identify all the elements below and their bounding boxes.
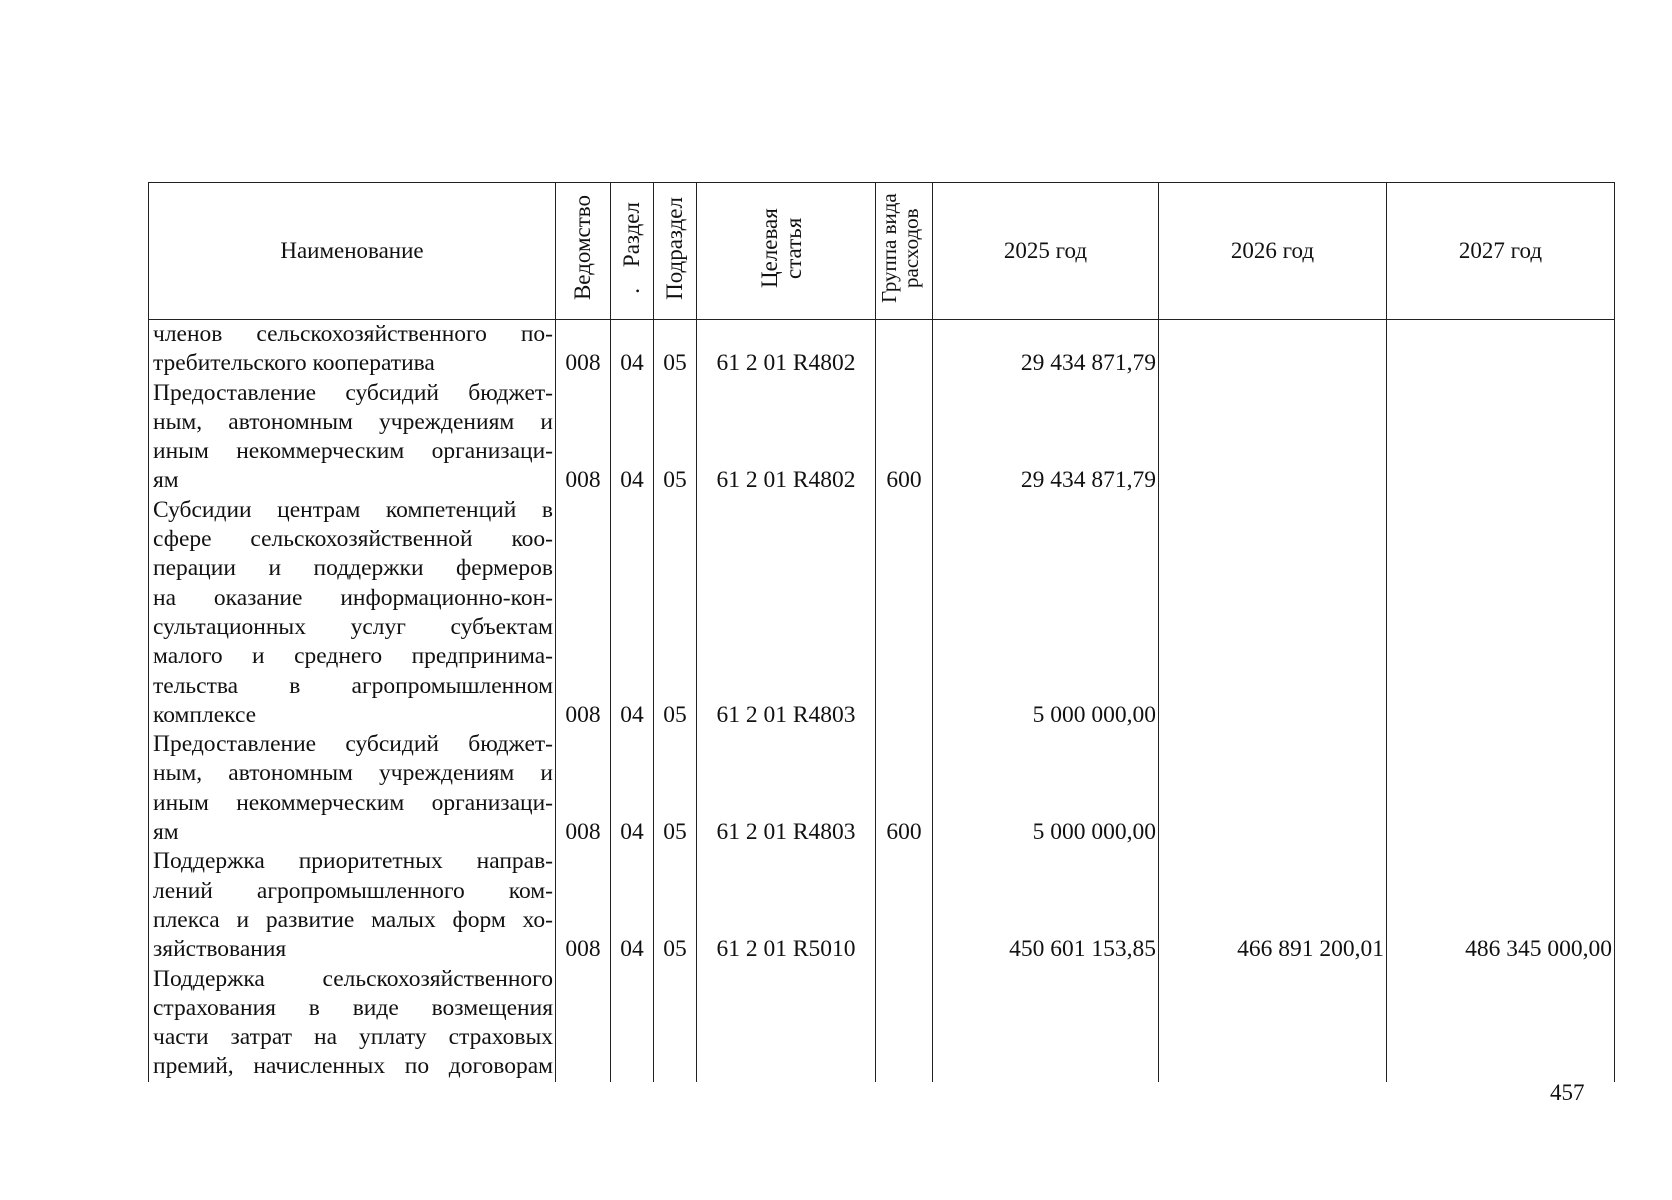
row-celevaya-statya: 61 2 01 R4803 [697,496,876,730]
row-razdel: 04 [611,496,654,730]
header-name: Наименование [149,183,556,320]
row-name-line: премий, начисленных по договорам [153,1053,553,1080]
row-sum-2026 [1159,379,1387,496]
row-vedomstvo: 008 [556,320,611,379]
header-celevaya-statya [697,183,876,320]
row-sum-2025: 5 000 000,00 [933,730,1159,847]
row-vedomstvo: 008 [556,496,611,730]
header-gruppa-text: Группа вида расходов [877,193,923,303]
row-celevaya-statya: 61 2 01 R5010 [697,847,876,964]
row-name-line: на оказание информационно-кон- [153,584,553,611]
row-name-line: ным, автономным учреждениям и [153,408,553,435]
table-row [149,320,1615,379]
row-podrazdel: 05 [654,320,697,379]
row-sum-2027: 486 345 000,00 [1387,847,1615,964]
header-podrazdel-text: Подраздел [662,196,687,300]
row-podrazdel: 05 [654,379,697,496]
row-name [149,847,556,964]
row-sum-2026 [1159,496,1387,730]
budget-table [148,182,1615,1082]
row-podrazdel: 05 [654,847,697,964]
row-sum-2027 [1387,320,1615,379]
row-name-line: части затрат на уплату страховых [153,1024,553,1051]
row-sum-2025: 450 601 153,85 [933,847,1159,964]
table-body [149,320,1615,1082]
table-row [149,379,1615,496]
row-celevaya-statya [697,965,876,1082]
row-name-line: лений агропромышленного ком- [153,877,553,904]
header-2027: 2027 год [1387,183,1615,320]
row-podrazdel: 05 [654,730,697,847]
row-name-line: Субсидии центрам компетенций в [153,496,553,523]
header-gruppa-vida-rashodov [876,183,933,320]
row-gruppa [876,965,933,1082]
table-row [149,965,1615,1082]
row-sum-2026 [1159,965,1387,1082]
row-gruppa [876,847,933,964]
row-name-line: иным некоммерческим организаци- [153,438,553,465]
row-sum-2026: 466 891 200,01 [1159,847,1387,964]
row-name-line: Предоставление субсидий бюджет- [153,379,553,406]
row-name-line: ным, автономным учреждениям и [153,760,553,787]
row-name-line: требительского кооператива [153,350,435,377]
header-celevaya-statya-text: Целевая статья [757,208,806,288]
header-razdel [611,183,654,320]
row-gruppa [876,320,933,379]
row-name-line: перации и поддержки фермеров [153,555,553,582]
row-name [149,965,556,1082]
row-sum-2026 [1159,730,1387,847]
table-header-row [149,183,1615,320]
table-row [149,847,1615,964]
row-razdel [611,965,654,1082]
row-razdel: 04 [611,730,654,847]
table-row [149,496,1615,730]
row-name [149,379,556,496]
row-sum-2027 [1387,730,1615,847]
row-sum-2027 [1387,496,1615,730]
header-2026: 2026 год [1159,183,1387,320]
row-name [149,496,556,730]
row-vedomstvo: 008 [556,379,611,496]
row-name [149,730,556,847]
header-vedomstvo-text: Ведомство [570,195,595,301]
row-celevaya-statya: 61 2 01 R4803 [697,730,876,847]
row-gruppa: 600 [876,730,933,847]
row-name-line: сультационных услуг субъектам [153,613,553,640]
row-gruppa: 600 [876,379,933,496]
row-name-line: сфере сельскохозяйственной коо- [153,526,553,553]
page-number: 457 [1550,1080,1585,1105]
row-name-line: зяйствования [153,936,287,963]
row-name-line: Предоставление субсидий бюджет- [153,731,553,758]
row-sum-2025: 29 434 871,79 [933,379,1159,496]
row-name [149,320,556,379]
header-podrazdel [654,183,697,320]
row-name-line: членов сельскохозяйственного по- [153,321,553,347]
row-vedomstvo: 008 [556,730,611,847]
row-name-line: иным некоммерческим организаци- [153,789,553,816]
row-name-line: страхования в виде возмещения [153,994,553,1021]
row-razdel: 04 [611,320,654,379]
row-podrazdel [654,965,697,1082]
row-vedomstvo: 008 [556,847,611,964]
header-2025: 2025 год [933,183,1159,320]
table-row [149,730,1615,847]
row-name-line: малого и среднего предпринима- [153,643,553,670]
row-razdel: 04 [611,847,654,964]
row-sum-2025 [933,965,1159,1082]
row-celevaya-statya: 61 2 01 R4802 [697,320,876,379]
row-podrazdel: 05 [654,496,697,730]
row-sum-2026 [1159,320,1387,379]
row-name-line: ям [153,467,179,494]
row-gruppa [876,496,933,730]
row-sum-2027 [1387,965,1615,1082]
row-name-line: плекса и развитие малых форм хо- [153,906,553,933]
header-razdel-dot: . [619,287,644,294]
row-celevaya-statya: 61 2 01 R4802 [697,379,876,496]
row-name-line: ям [153,819,179,846]
row-name-line: Поддержка сельскохозяйственного [153,965,553,992]
row-sum-2027 [1387,379,1615,496]
row-name-line: Поддержка приоритетных направ- [153,848,553,875]
row-vedomstvo [556,965,611,1082]
row-sum-2025: 5 000 000,00 [933,496,1159,730]
header-razdel-text: Раздел [619,202,644,268]
row-name-line: комплексе [153,701,257,728]
row-razdel: 04 [611,379,654,496]
row-sum-2025: 29 434 871,79 [933,320,1159,379]
header-vedomstvo [556,183,611,320]
row-name-line: тельства в агропромышленном [153,672,553,699]
